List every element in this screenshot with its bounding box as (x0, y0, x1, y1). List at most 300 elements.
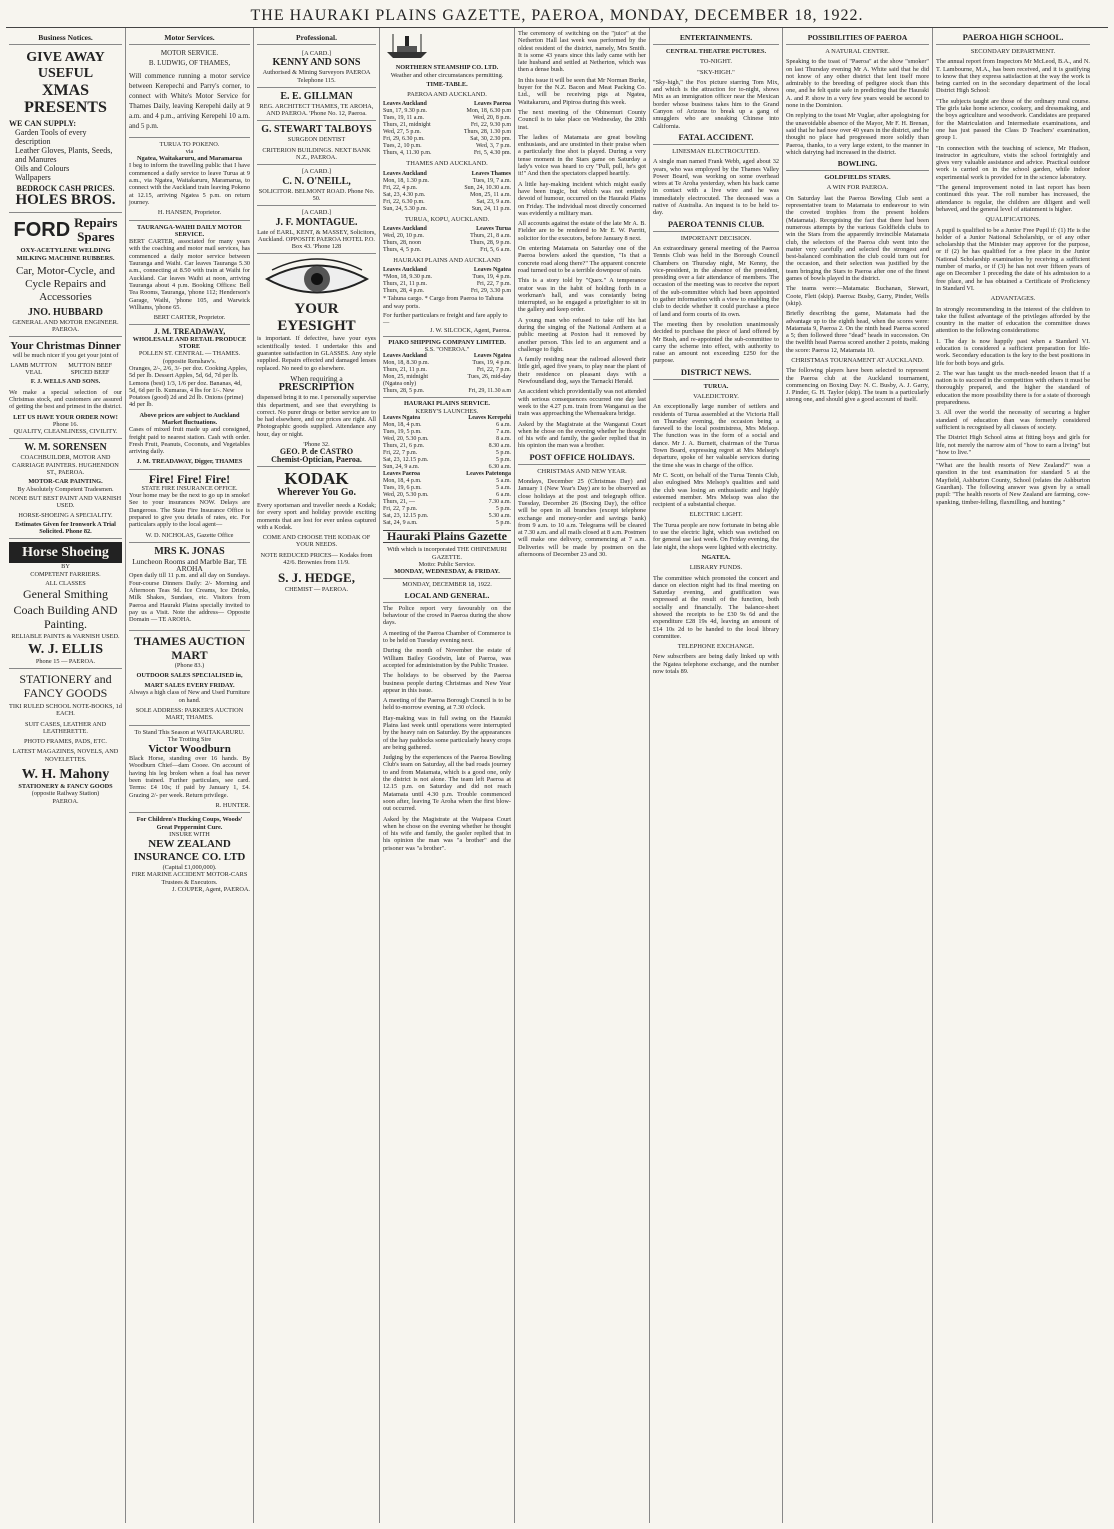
section-subtitle: ADVANTAGES. (990, 295, 1036, 303)
table-row (383, 443, 511, 450)
table-header: Leaves Ngatea (473, 353, 511, 360)
news-paragraph: 1. The day is now happily past when a Standard VI. education is considered a sufficient preparation for life-work. Secondary education is the key to the best positions in life for both boys and girls. (936, 337, 1090, 367)
timetable (383, 415, 511, 527)
table-cell: Sat, 23, 12.15 p.m. (383, 457, 429, 464)
table-cell: Thurs, 21, midnight (383, 122, 431, 129)
section-title: FATAL ACCIDENT. (653, 133, 779, 145)
table-row (383, 274, 511, 281)
news-paragraph: Mondays, December 25 (Christmas Day) and January 1 (New Year's Day) are to be observed as close holidays at the post and telegraph office. Tuesday, December 26 (Boxing Day), the office will be open in all branches (except telephone exchange and money-order and savings bank) from 9 a.m. to 10 a.m. Telegrams will be cleared at 7.30 a.m. and all mails closed at 8 a.m. Postmen will make one delivery, commencing at 7 a.m. Deliveries will be made by postmen on the afternoons of December 23 and 30. (518, 478, 646, 558)
news-paragraph: The Police report very favourably on the behaviour of the crowd in Paeroa during the show days. (383, 604, 511, 627)
table-cell: 5 p.m. (495, 506, 511, 513)
table-cell: Fri, 22, 4 p.m. (383, 184, 418, 191)
table-row (383, 450, 511, 457)
ad-line: will be much nicer if you get your joint of (12, 352, 119, 360)
timetable (383, 101, 511, 157)
table-cell: Fri, 29, 3.30 p.m (470, 288, 511, 295)
thames-auction-ad (129, 631, 250, 726)
ad-line: J. COUPER, Agent, PAEROA. (172, 886, 250, 894)
table-header: Leaves Paeroa (473, 101, 511, 108)
table-cell: Tues, 19, 6 p.m. (383, 485, 422, 492)
table-cell: Mon, 18, 4 p.m. (383, 422, 422, 429)
ad-line: (opposite Railway Station) (31, 790, 100, 798)
news-paragraph: "What are the health resorts of New Zealand?" was a question in the test examination for standard 5 at the Mayfield, Ashburton County, School (relates the Ashburton Guardian). The following answer was given by a small pupil: "The health resorts of New Zealand are farming, cow-spanking, timber-felling, flaxmilling, and hunting." (936, 462, 1090, 506)
table-header-row (383, 267, 511, 274)
ad-line: BEDROCK CASH PRICES. (16, 184, 115, 193)
table-cell: 5 p.m. (495, 457, 511, 464)
table-row (383, 436, 511, 443)
news-paragraph: On Saturday last the Paeroa Bowling Club sent a representative team to Matamata to endeavour to win the coveted trophies from the present holders (Matamata). Recognising the fact that there had been numerous attempts by the various Goldfields clubs to win the Stars from the apparently invincible Matamata club, the selectors of the Paeroa club went into the matter very carefully and selected the strongest and best-balanced combination the club could turn out for the occasion, and their selection was justified by the team bringing the Stars to Paeroa after one of the finest games of bowls played in the district. (786, 194, 929, 283)
news-paragraph: The ladies of Matamata are great bowling enthusiasts, and are unstinted in their praise when a particularly fine shot is played. During a very tense moment in the Stars game on Saturday a lady's voice was heard to cry "Pull, pull, he's got it!" And then the spectators clapped heartily. (518, 133, 646, 178)
table-cell: Fri, 22, 7 p.m. (476, 281, 511, 288)
table-cell: Fri, 22, 9.30 p.m (470, 122, 511, 129)
column-local-news (515, 28, 650, 1523)
notice-line: * Tahuna cargo. * Cargo from Paeroa to Tahuna and way ports. (383, 295, 504, 310)
table-cell: Thurs, 4, 5 p.m. (383, 247, 422, 254)
table-cell: Fri, 22, 7 p.m. (476, 367, 511, 374)
column-professional (254, 28, 380, 1523)
route-title: HAURAKI PLAINS AND AUCKLAND (393, 257, 501, 265)
ad-line: GENERAL AND MOTOR ENGINEER. PAEROA. (12, 318, 119, 334)
table-row (383, 388, 511, 395)
ad-text: Will commence running a motor service between Kerepechi and Parry's corner, to connect with White's Motor Service for Thames Daily, leaving Kerepehi daily at 9 a.m. and 4 p.m., arriving Kerepehi 10 a.m. and 5 p.m. (129, 71, 250, 130)
table-cell: Mon, 18, 8.30 p.m. (383, 360, 430, 367)
table-row (383, 506, 511, 513)
table-header-row (383, 101, 511, 108)
ad-advertiser: W. D. NICHOLAS, Gazette Office (145, 531, 234, 539)
timetable (383, 353, 511, 395)
section-subtitle: "SKY-HIGH." (697, 68, 735, 76)
table-row (383, 143, 511, 150)
nz-insurance-ad (129, 813, 250, 896)
section-title: DISTRICT NEWS. (653, 368, 779, 380)
news-paragraph: Judging by the experiences of the Paeroa Bowling Club's team on Saturday, all the bad roads journey to and from Matamata, which is a good one, only the district is not alone. The team left Paeroa at 12.15 p.m. on Saturday and did not reach Matamata until 4.30 p.m. Trouble commenced soon after, leaving Te Aroha when the first blow-out occurred. (383, 754, 511, 813)
section-subtitle: LINESMAN ELECTROCUTED. (672, 147, 760, 155)
kenny-card (257, 47, 376, 88)
section-subtitle: NGATEA. (701, 553, 731, 561)
news-paragraph: "Sky-high," the Fox picture starring Tom Mix, and which is the attraction for to-night, shows Mix as an immigration officer near the Mexican border whose business takes him to the Grand Canyon of Arizona to break up a gang of smugglers who are sneaking Chinese into California. (653, 78, 779, 130)
table-cell: Thurs, 4, 11.30 p.m. (383, 150, 432, 157)
ad-line: NONE BUT BEST PAINT AND VARNISH USED. (9, 494, 122, 510)
table-header: Leaves Ngatea (473, 267, 511, 274)
ad-line: COMPETENT FARRIERS. (30, 570, 101, 578)
table-row (383, 478, 511, 485)
company-name: HAURAKI PLAINS SERVICE. (403, 400, 491, 408)
notice-line: For further particulars re freight and fare apply to— (383, 311, 508, 327)
table-row (383, 192, 511, 199)
ad-advertiser: THAMES AUCTION MART (133, 633, 246, 662)
ad-headline: PRESCRIPTION (278, 382, 355, 394)
table-row (383, 288, 511, 295)
table-cell: Wed, 20, 10 p.m. (383, 233, 425, 240)
ad-line: NOTE REDUCED PRICES— Kodaks from 42/6. Brownies from 11/9. (260, 551, 373, 566)
table-cell: Thurs, 21, — (383, 499, 415, 506)
ad-line: Estimates Given for Ironwork A Trial Solicited. Phone 82. (15, 520, 116, 536)
ad-text: Oranges, 2/-, 2/6, 3/- per doz. Cooking Apples, 5d per lb. Dessert Apples, 5d, 6d, 7d per lb. Lemons (best) 1/3, 1/6 per doz. Bananas, 4d, 5d, 6d per lb. Kumaras, 4 lbs for 1/-. New Potatoes (good) 2d and 2d lb. Onions (prime) 4d per lb. (129, 364, 248, 409)
ad-line: MILKING MACHINE RUBBERS. (16, 254, 115, 262)
ad-line: TIKI RULED SCHOOL NOTE-BOOKS, 1d EACH. (9, 702, 122, 718)
ad-line: Above prices are subject to Auckland Market fluctuations. (139, 411, 240, 426)
news-paragraph: A young man who refused to take off his hat during the singing of the National Anthem at a public meeting at Poxton had it removed by another person. This led to an argument and a challenge to fight. (518, 316, 646, 353)
table-cell: (Ngatea only) (383, 381, 417, 388)
table-cell: Fri, 5, 4.30 pm. (473, 150, 511, 157)
column-high-school (933, 28, 1093, 1523)
ad-advertiser: NEW ZEALAND INSURANCE CO. LTD (133, 838, 246, 864)
ad-line: REG. ARCHITECT THAMES, TE AROHA, AND PAEROA. 'Phone No. 12, Paeroa. (259, 102, 374, 118)
news-paragraph: A meeting of the Paeroa Chamber of Commerce is to be held on Tuesday evening next. (383, 629, 511, 645)
news-paragraph: The District High School aims at fitting boys and girls for life, not merely the narrow aim of "how to earn a living" but "how to live." (936, 434, 1090, 456)
ad-line: Authorised & Mining Surveyors PAEROA Telephone 115. (262, 69, 371, 84)
news-paragraph: During the month of November the estate of William Bailey Goodwin, late of Paeroa, was accepted for administration by the Public Trustee. (383, 647, 511, 669)
table-cell: Thurs, 28, 1.30 p.m (463, 129, 511, 136)
ad-item: Leather Gloves, Plants, Seeds, and Manures (15, 146, 113, 164)
agent-name: J. W. SILCOCK, Agent, Paeroa. (430, 326, 511, 334)
table-cell: Sat, 23, 4.30 p.m. (383, 191, 426, 198)
masthead (6, 4, 1108, 28)
ad-headline: Fire! Fire! Fire! (148, 471, 231, 486)
ad-line: Repairs (74, 215, 118, 231)
ad-line: FIRE MARINE ACCIDENT MOTOR-CARS Trustees & Executors. (131, 871, 248, 886)
sorensen-ad (9, 439, 122, 539)
table-cell: Thurs, 28, 4 p.m. (383, 288, 425, 295)
table-header: Leaves Auckland (383, 353, 427, 360)
table-row (383, 247, 511, 254)
ad-line: 'Phone 32. (303, 441, 330, 449)
news-paragraph: The teams were:—Matamata: Buchanan, Stewart, Coote, Flett (skip). Paeroa: Busby, Garry, Pinder, Wells (skip). (786, 285, 929, 307)
ad-line: INSURE WITH (169, 830, 210, 838)
jonas-ad (129, 543, 250, 631)
news-paragraph: In this issue it will be seen that Mr Norman Burke, buyer for the N.Z. Bacon and Meat Packing Co. Ltd., will be receiving pigs at Ngatea, Waitakaruru, and Pipiroa during this week. (518, 76, 646, 106)
table-cell: Sat, 23, 9 a.m. (476, 198, 511, 205)
section-title: ENTERTAINMENTS. (653, 33, 779, 45)
card-label: [A CARD.] (301, 168, 332, 176)
table-cell: Wed, 20, 5.30 p.m. (383, 492, 429, 499)
ship-name: KERBY'S LAUNCHES. (415, 407, 479, 415)
news-paragraph: A meeting of the Paeroa Borough Council is to be held to-morrow evening, at 7.30 o'clock. (383, 697, 511, 712)
section-subtitle: GOLDFIELDS STARS. (824, 174, 891, 182)
ad-line: (Phone 83.) (174, 661, 205, 669)
section-title: PAEROA HIGH SCHOOL. (936, 33, 1090, 45)
table-cell: Sun, 24, 5.30 p.m. (383, 205, 428, 212)
news-paragraph: The annual report from Inspectors Mr McLeod, B.A., and N. T. Lambourne, M.A., has been received, and it is gratifying to know that they express satisfaction at the way the work is being carried on in the secondary department of the local District High School: (936, 58, 1090, 95)
carter-ad (129, 221, 250, 326)
ad-line: Chemist-Optician, Paeroa. (271, 454, 362, 464)
table-row (383, 178, 511, 185)
table-row (383, 485, 511, 492)
table-row (383, 429, 511, 436)
table-header: Leaves Paeroa (383, 471, 421, 478)
news-paragraph: Asked by the Magistrate at the Waipaoa Court when he chose on the evening whether he thought of his wife and family, the gaoler replied that in his opinion the man was "a brother" and the prisoner was "a brother". (383, 815, 511, 852)
table-cell: Fri, 29, 6.30 p.m. (383, 136, 425, 143)
table-cell: Sun, 24, 10.30 a.m. (464, 184, 511, 191)
table-row (383, 499, 511, 506)
ad-advertiser: MRS K. JONAS (154, 545, 225, 557)
ad-line: POLLEN ST. CENTRAL — THAMES. (opposite Renshaw's. (138, 350, 241, 365)
table-row (383, 206, 511, 213)
table-header-row (383, 471, 511, 478)
ad-line: STATIONERY & FANCY GOODS (18, 782, 113, 790)
timetable (383, 226, 511, 254)
table-cell: Wed, 3, 7 p.m. (475, 143, 511, 150)
table-header: Leaves Auckland (383, 170, 427, 177)
table-cell: 5 p.m. (495, 520, 511, 527)
ad-advertiser: E. E. GILLMAN (280, 90, 353, 102)
news-paragraph: A little hay-making incident which might easily have been tragic, but which was not entirely devoid of humour, occurred on the Hauraki Plains on Friday. The individual most directly concerned was evidently a military man. (518, 180, 646, 217)
ad-advertiser: J. F. MONTAGUE. (275, 216, 358, 228)
ad-line: Luncheon Rooms and Marble Bar, TE AROHA (132, 556, 247, 574)
table-cell: Thurs, 28, 9 p.m. (469, 240, 511, 247)
optician-ad (257, 254, 376, 466)
ad-line: CHEMIST — PAEROA. (284, 586, 349, 594)
news-paragraph: Hay-making was in full swing on the Hauraki Plains last week until operations were interrupted by the heavy rain on Saturday. By the appearances of the hay paddocks some particularly heavy crops are being gathered. (383, 714, 511, 751)
ad-headline: Victor Woodburn (148, 743, 231, 756)
ad-headline: XMAS PRESENTS (24, 82, 107, 116)
ad-line: MART SALES EVERY FRIDAY. (144, 682, 235, 690)
ad-advertiser: J. M. TREADAWAY, (153, 327, 226, 337)
table-row (383, 457, 511, 464)
news-paragraph: "The subjects taught are those of the ordinary rural course. The girls take home science, cookery, and dressmaking, and the boys agriculture and woodwork. Candidates are prepared for the Matriculation and Intermediate examinations, and one has just passed the Class D Teachers' examination, group 1. (936, 97, 1090, 142)
news-paragraph: The Turua people are now fortunate in being able to use the electric light, which was switched on for general use last week. On Friday evening, the late night, the shops were lighted with electricity. (653, 521, 779, 551)
ad-headline: TURUA TO POKENO. (159, 140, 220, 148)
news-paragraph: Asked by the Magistrate at the Wanganui Court when he chose on the evening whether he thought of his wife and family, the gaoler replied that in his opinion the man was a brother. (518, 420, 646, 450)
news-paragraph: In strongly recommending in the interest of the children to take the fullest advantage of the privileges afforded by the country in the matter of education the committee draws attention to the following considerations: (936, 305, 1090, 335)
column-entertainments (650, 28, 783, 1523)
table-header-row (383, 171, 511, 178)
news-paragraph: A pupil is qualified to be a Junior Free Pupil if: (1) He is the holder of a Junior National Scholarship, or of any other scholarship that the Minister may approve for the purpose, or if (2) he has qualified for a free place in the Junior National Scholarship examination by receiving a sufficient number of marks, or if (3) he has not over fifteen years of age on December 1 preceding the date of his admission to a free place, and he has obtained a Certificate of Proficiency in Standard VI. (936, 226, 1090, 292)
table-cell: Wed, 27, 5 p.m. (383, 129, 422, 136)
table-cell: 5.30 a.m. (488, 513, 511, 520)
ad-line: MUTTON BEEF SPICED BEEF (68, 361, 112, 377)
news-paragraph: An accident which providentially was not attended with serious consequences occurred one day last week to the 4.27 p.m. train from Wanganui as the train was approaching the Whenuakura bridge. (518, 388, 646, 418)
masthead-title: THE HAURAKI PLAINS GAZETTE, PAEROA, MONDAY, DECEMBER 18, 1922. (250, 6, 864, 24)
ad-line: General Smithing (23, 587, 108, 602)
table-row (383, 185, 511, 192)
ad-line: LATEST MAGAZINES, NOVELS, AND NOVELETTES. (12, 748, 119, 763)
section-subtitle: LIBRARY FUNDS. (689, 564, 743, 572)
table-cell: Sun, 24, 9 a.m. (383, 464, 420, 471)
steamship-icon (383, 32, 431, 60)
mahony-ad (9, 669, 122, 808)
news-paragraph: "The general improvement noted in last report has been continued this year. The roll number has increased, the attendance is regular, the children are diligent and well behaved, and the general level of attainment is higher. (936, 184, 1090, 213)
section-subtitle: QUALIFICATIONS. (985, 216, 1041, 224)
section-subtitle: TURUA. (703, 382, 729, 390)
ad-line: SUIT CASES, LEATHER AND LEATHERETTE. (24, 720, 107, 735)
table-row (383, 240, 511, 247)
column-shipping (380, 28, 515, 1523)
table-cell: Mon, 25, midnight (383, 374, 429, 381)
ad-line: SOLE ADDRESS: PARKER'S AUCTION MART, THAMES. (135, 707, 244, 722)
ad-headline: TAURANGA-WAIHI DAILY MOTOR SERVICE. (137, 223, 242, 238)
column-possibilities (783, 28, 933, 1523)
eye-icon (262, 258, 372, 300)
table-cell: Sat, 23, 12.15 p.m. (383, 513, 429, 520)
table-cell: Fri, 5, 6 a.m. (480, 247, 511, 254)
table-row (383, 108, 511, 115)
column-business-notices (6, 28, 126, 1523)
table-cell: Thurs, 21, 11 p.m. (383, 367, 427, 374)
table-cell: Fri, 22, 7 p.m. (383, 450, 418, 457)
table-header: Leaves Auckland (383, 226, 427, 233)
ad-advertiser: R. HUNTER. (215, 801, 250, 809)
table-cell: 8 a.m. (496, 436, 511, 443)
notice-line: Weather and other circumstances permitting. (390, 71, 504, 79)
ad-line: PAEROA. (52, 797, 79, 805)
ad-item: Garden Tools of every description (15, 128, 87, 146)
section-subtitle: SECONDARY DEPARTMENT. (970, 48, 1056, 55)
table-header: Leaves Patetonga (466, 471, 511, 478)
ad-line: Ngatea, Waitakaruru, and Maramarua (136, 155, 242, 163)
table-cell: Sat, 30, 2.30 pm. (470, 136, 511, 143)
table-row (383, 422, 511, 429)
table-cell: 5 p.m. (495, 450, 511, 457)
ad-advertiser: JNO. HUBBARD (27, 306, 103, 318)
ad-advertiser: W. H. Mahony (21, 766, 110, 782)
card-label: [A CARD.] (301, 209, 332, 217)
table-cell: Mon, 18, 1.30 p.m. (383, 177, 430, 184)
table-row (383, 199, 511, 206)
card-label: [A CARD.] (301, 50, 332, 57)
ad-headline: YOUR EYESIGHT (277, 301, 356, 335)
company-name: PIAKO SHIPPING COMPANY LIMITED. (388, 338, 506, 346)
ad-line: CRITERION BUILDINGS. NEXT BANK N.Z., PAEROA. (262, 146, 371, 162)
ad-text: BERT CARTER, associated for many years with the coaching and motor mail services, has commenced a daily motor service between Tauranga and Waihi. Car leaves Tauranga 5.30 a.m., connecting at 8.50 with train at Waihi for Auckland. Car leaves Waihi at noon, arriving Tauranga about 4 p.m. Booking Offices: Bell Tea Rooms, Tauranga, 'phone 112; Henderson's Garage, Waihi, 'phone 105, and Warwick Williams, 'phone 65. (129, 238, 250, 311)
ludwig-ad (129, 47, 250, 138)
ad-advertiser: H. HANSEN, Proprietor. (157, 209, 222, 217)
ad-line: OXY-ACETYLENE WELDING (20, 247, 111, 255)
ad-text: Open daily till 11 p.m. and all day on Sundays. Four-course Dinners Daily: 2/- Morning and Afternoon Teas 9d. Ice Creams, Ice Drinks, Milk Shakes, Sundaes, etc. Visitors from Paeroa and Hauraki Plains specially invited to pay us a Visit. Note the address— Opposite Domain — TE AROHA. (129, 572, 250, 624)
ad-text: Black Horse, standing over 16 hands. By Woodburn Chief—dam Cooee. On account of having his leg broken when a foal has never been trained. Further particulars, see card. Terms: £4 10s; if paid by January 1, £4. Grazing 2/- per week. Return privilege. (129, 755, 250, 799)
news-paragraph: The next meeting of the Ohinemuri County Council is to take place on Wednesday, the 20th inst. (518, 108, 646, 131)
ad-headline: KODAK (284, 468, 349, 488)
table-cell: Tues, 2, 10 p.m. (383, 143, 422, 150)
news-paragraph: 3. All over the world the necessity of securing a higher standard of education than was formerly considered sufficient is recognised by all classes of society. (936, 409, 1090, 431)
table-cell: 7.30 a.m. (488, 499, 511, 506)
table-cell: Thurs, 21, 11 p.m. (383, 281, 427, 288)
table-header: Leaves Auckland (383, 101, 427, 108)
gazette-motto: Motto: Public Service. (418, 560, 476, 568)
ad-advertiser: GEO. P. de CASTRO (279, 447, 354, 457)
news-paragraph: The following players have been selected to represent the Paeroa club at the Auckland tournament, commencing on Boxing Day: N. C. Busby, A. J. Garry, J. Pinder, G. H. Taylor (skip). The team is a particularly strong one, and should give a good account of itself. (786, 367, 929, 404)
news-paragraph: Mr C. Scott, on behalf of the Turua Tennis Club, also eulogised Mrs Melsop's qualities and said the club was losing an enthusiastic and highly esteemed member. Mrs Melsop was also the recipient of a substantial cheque. (653, 471, 779, 509)
table-row (383, 367, 511, 374)
table-cell: Tues, 19, 4 p.m. (472, 360, 511, 367)
ford-logo: FORD (13, 218, 71, 241)
table-row (383, 281, 511, 288)
news-paragraph: "In connection with the teaching of science, Mr Hudson, instructor in agriculture, visits the school fortnightly and gives very valuable assistance and advice. Practical outdoor work is carried on in the school garden, while indoor experimental work is provided for in the science laboratory. (936, 144, 1090, 181)
ad-line: Late of EARL, KENT, & MASSEY, Solicitors, Auckland. OPPOSITE PAEROA HOTEL P.O. Box 43. 'Phone 128 (257, 228, 376, 251)
news-paragraph: All accounts against the estate of the late Mr A. B. Fielder are to be rendered to Mr E. W. Parritt, solicitor for the executors, before January 8 next. (518, 220, 646, 242)
ad-line: QUALITY, CLEANLINESS, CIVILITY. (13, 428, 118, 436)
table-cell: Fri, 22, 6.30 p.m. (383, 198, 425, 205)
section-subtitle: ELECTRIC LIGHT. (689, 511, 743, 519)
table-header: Leaves Turua (476, 226, 511, 233)
ad-advertiser: G. STEWART TALBOYS (261, 124, 372, 136)
table-row (383, 150, 511, 157)
ad-line: ALL CLASSES (45, 580, 86, 588)
ad-line: USEFUL (37, 66, 94, 81)
column-header: Motor Services. (129, 33, 250, 45)
ad-line: When requiring a (290, 373, 343, 383)
timetable (383, 267, 511, 295)
section-subtitle: CHRISTMAS TOURNAMENT AT AUCKLAND. (791, 356, 924, 364)
ad-line: GIVE AWAY (26, 50, 105, 65)
table-row (383, 129, 511, 136)
ad-line: MOTOR-CAR PAINTING. (28, 478, 103, 486)
table-cell: Mon, 25, 11 a.m. (470, 191, 511, 198)
news-paragraph: The committee which promoted the concert and dance on election night had its final meeting on Saturday evening, and gratification was expressed at the result of the function, both socially and financially. The balance-sheet showed the receipts to be £30 9s 6d and the expenditure £28 19s 4d, leaving an amount of £14 10s 2d to be handed to the local library committee. (653, 574, 779, 640)
ad-text: Your home may be the next to go up in smoke! See to your insurances NOW. Delays are Dangerous. The State Fire Insurance Office is prepared to give you details of rates, etc. For particulars apply to the local agent— (129, 492, 250, 529)
ad-line: WE CAN SUPPLY: (9, 119, 76, 128)
table-row (383, 520, 511, 527)
table-header-row (383, 226, 511, 233)
table-cell: Mon, 18, 4 p.m. (383, 478, 422, 485)
column-motor-services (126, 28, 254, 1523)
ad-headline: Horse Shoeing (9, 542, 122, 563)
table-cell: Sat, 24, 9 a.m. (383, 520, 418, 527)
section-title: BOWLING. (786, 159, 929, 171)
ad-text: I beg to inform the travelling public that I have commenced a daily service to leave Turua at 9 a.m., via Ngatea, Waitakaruru, Maramarua, to connect with the Auckland train leaving Pokeno at 12.15, arriving Ngatea 5 p.m. on return journey. (129, 162, 251, 206)
ad-line: Coach Building AND Painting. (13, 603, 118, 632)
ad-line: (Capital £1,000,000). (162, 864, 217, 872)
column-header: Business Notices. (9, 33, 122, 45)
ad-text: dispensed bring it to me. I personally supervise this department, and see that everything is correct. No purer drugs or better service are to be had elsewhere, and our prices are right. All Photographic goods supplied. Attendance any hour, day or night. (257, 394, 376, 438)
table-cell: Mon, 18, 6.30 p.m (466, 108, 511, 115)
table-header: Leaves Kerepehi (468, 415, 511, 422)
gillman-card (257, 88, 376, 122)
column-header: Professional. (257, 33, 376, 45)
section-title: PAEROA TENNIS CLUB. (653, 220, 779, 232)
section-subtitle: TO-NIGHT. (699, 58, 733, 66)
ad-line: OUTDOOR SALES SPECIALISED in, (136, 671, 243, 679)
ad-line: Always a high class of New and Used Furniture on hand. (129, 689, 250, 704)
ad-line: COME AND CHOOSE THE KODAK OF YOUR NEEDS. (262, 534, 371, 549)
ad-line: The Trotting Sire (167, 735, 212, 743)
ad-advertiser: KENNY AND SONS (272, 57, 361, 69)
section-subtitle: A NATURAL CENTRE. (825, 48, 890, 55)
table-cell: 5 a.m. (496, 485, 511, 492)
ad-line: HORSE-SHOEING A SPECIALITY. (18, 511, 113, 519)
table-cell: 6 a.m. (496, 422, 511, 429)
montague-card (257, 206, 376, 254)
table-cell: Tues, 19, 4 p.m. (472, 274, 511, 281)
ad-line: J. M. TREADAWAY, Digger, THAMES (136, 458, 243, 466)
stallion-ad (129, 726, 250, 814)
ad-line: RELIABLE PAINTS & VARNISH USED. (11, 633, 120, 641)
ad-line: LET US HAVE YOUR ORDER NOW! (13, 413, 118, 421)
table-header: Leaves Auckland (383, 267, 427, 274)
butcher-ad (9, 337, 122, 439)
ad-line: via (185, 147, 194, 155)
ad-line: Car, Motor-Cycle, and Cycle Repairs and Accessories (16, 264, 115, 303)
news-paragraph: An exceptionally large number of settlers and residents of Turua assembled at the Victoria Hall on Thursday evening, the occasion being a farewell to the local postmistress, Mrs Melsop. The function was in the form of a social and dance. Mr J. A. Burnett, chairman of the Turua Town Board, expressing regret at Mrs Melsop's departure, spoke of her valuable services during the time she was in charge of the office. (653, 403, 779, 469)
table-cell: Wed, 20, 5.30 p.m. (383, 436, 429, 443)
ad-advertiser: W. M. SORENSEN (24, 442, 107, 454)
table-row (383, 115, 511, 122)
table-cell: Thurs, 28, 5 p.m. (383, 388, 425, 395)
table-row (383, 492, 511, 499)
table-header-row (383, 415, 511, 422)
table-cell: Thurs, 28, noon (383, 240, 421, 247)
table-cell: Fri, 29, 11.30 a.m (468, 388, 511, 395)
table-cell: Tues, 19, 11 a.m. (383, 115, 425, 122)
section-subtitle: CENTRAL THEATRE PICTURES. (665, 48, 767, 55)
ad-advertiser: HOLES BROS. (15, 192, 116, 209)
table-row (383, 513, 511, 520)
table-cell: 6 a.m. (496, 492, 511, 499)
ad-line: LAMB MUTTON VEAL (10, 361, 57, 377)
table-cell: Tues, 19, 7 a.m. (472, 177, 511, 184)
table-cell: 7 a.m. (496, 429, 511, 436)
ad-line: PHOTO FRAMES, PADS, ETC. (24, 738, 107, 746)
